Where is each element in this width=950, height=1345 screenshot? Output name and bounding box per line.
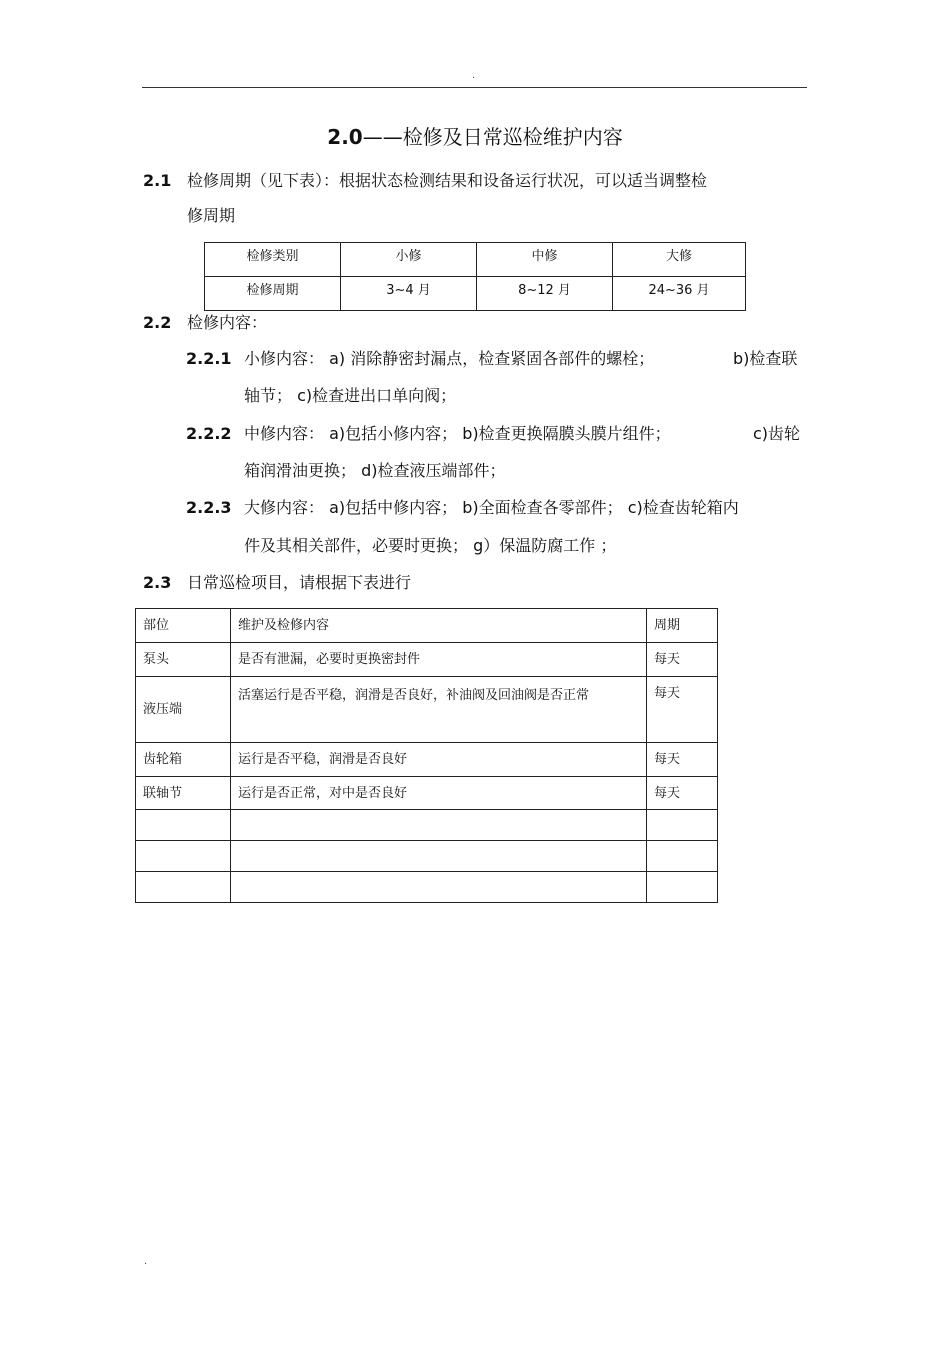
table-cell: 3~4 月 — [341, 277, 477, 311]
table-row — [136, 677, 718, 743]
table-row — [205, 277, 746, 311]
s221-line2: 轴节； c)检查进出口单向阀； — [244, 386, 457, 405]
s22-text: 检修内容： — [187, 313, 268, 332]
table-row — [136, 810, 718, 841]
table-header-cell: 小修 — [341, 243, 477, 277]
table-header-cell: 周期 — [647, 609, 718, 643]
table-cell: 每天 — [647, 643, 718, 677]
maintenance-cycle-table — [204, 242, 746, 311]
s222-line1b: c)齿轮 — [753, 424, 801, 443]
s221-number: 2.2.1 — [186, 349, 232, 368]
section-number: 2.0 — [327, 125, 363, 149]
s22-number: 2.2 — [143, 313, 172, 332]
table-cell — [647, 872, 718, 903]
s21-line1: 检修周期（见下表）：根据状态检测结果和设备运行状况，可以适当调整检 — [187, 171, 708, 190]
section-title — [0, 121, 950, 150]
table-cell: 液压端 — [136, 677, 231, 743]
table-header-cell: 维护及检修内容 — [231, 609, 647, 643]
table-cell — [647, 810, 718, 841]
daily-inspection-table — [135, 608, 718, 903]
table-cell — [136, 872, 231, 903]
table-header-cell: 部位 — [136, 609, 231, 643]
table-cell: 运行是否平稳，润滑是否良好 — [231, 743, 647, 777]
table-row — [136, 841, 718, 872]
table-header-cell: 中修 — [477, 243, 613, 277]
table-row — [136, 643, 718, 677]
title-text: 检修及日常巡检维护内容 — [402, 125, 623, 149]
s221-line1: 小修内容： a) 消除静密封漏点，检查紧固各部件的螺栓； — [244, 349, 655, 368]
table-cell: 联轴节 — [136, 777, 231, 810]
table-header-cell: 大修 — [613, 243, 746, 277]
table-row — [136, 743, 718, 777]
s222-line1: 中修内容： a)包括小修内容； b)检查更换隔膜头膜片组件； — [244, 424, 671, 443]
table-cell: 运行是否正常，对中是否良好 — [231, 777, 647, 810]
s223-line1: 大修内容： a)包括中修内容； b)全面检查各零部件； c)检查齿轮箱内 — [244, 498, 739, 517]
table-cell: 每天 — [647, 743, 718, 777]
table-cell: 24~36 月 — [613, 277, 746, 311]
s223-number: 2.2.3 — [186, 498, 232, 517]
table-cell: 每天 — [647, 677, 718, 743]
table-row — [136, 872, 718, 903]
table-cell — [647, 841, 718, 872]
table-cell: 检修周期 — [205, 277, 341, 311]
table-row — [205, 243, 746, 277]
table-row — [136, 777, 718, 810]
table-cell: 泵头 — [136, 643, 231, 677]
table-cell: 每天 — [647, 777, 718, 810]
s21-line2: 修周期 — [187, 206, 236, 225]
s23-text: 日常巡检项目，请根据下表进行 — [187, 573, 412, 592]
header-rule — [142, 87, 807, 88]
table-cell — [231, 841, 647, 872]
table-cell — [136, 841, 231, 872]
s222-number: 2.2.2 — [186, 424, 232, 443]
s23-number: 2.3 — [143, 573, 172, 592]
table-cell: 活塞运行是否平稳，润滑是否良好，补油阀及回油阀是否正常 — [231, 677, 647, 743]
table-cell — [231, 872, 647, 903]
table-cell — [136, 810, 231, 841]
table-cell — [231, 810, 647, 841]
table-cell: 齿轮箱 — [136, 743, 231, 777]
table-row — [136, 609, 718, 643]
header-dot: . — [472, 70, 476, 81]
table-header-cell: 检修类别 — [205, 243, 341, 277]
table-cell: 是否有泄漏，必要时更换密封件 — [231, 643, 647, 677]
s222-line2: 箱润滑油更换； d)检查液压端部件； — [244, 461, 506, 480]
s223-line2: 件及其相关部件，必要时更换； g）保温防腐工作 ； — [244, 536, 617, 555]
s21-number: 2.1 — [143, 171, 172, 190]
footer-dot: . — [144, 1256, 148, 1267]
table-cell: 8~12 月 — [477, 277, 613, 311]
title-dash: —— — [362, 125, 403, 149]
s221-line1b: b)检查联 — [733, 349, 798, 368]
